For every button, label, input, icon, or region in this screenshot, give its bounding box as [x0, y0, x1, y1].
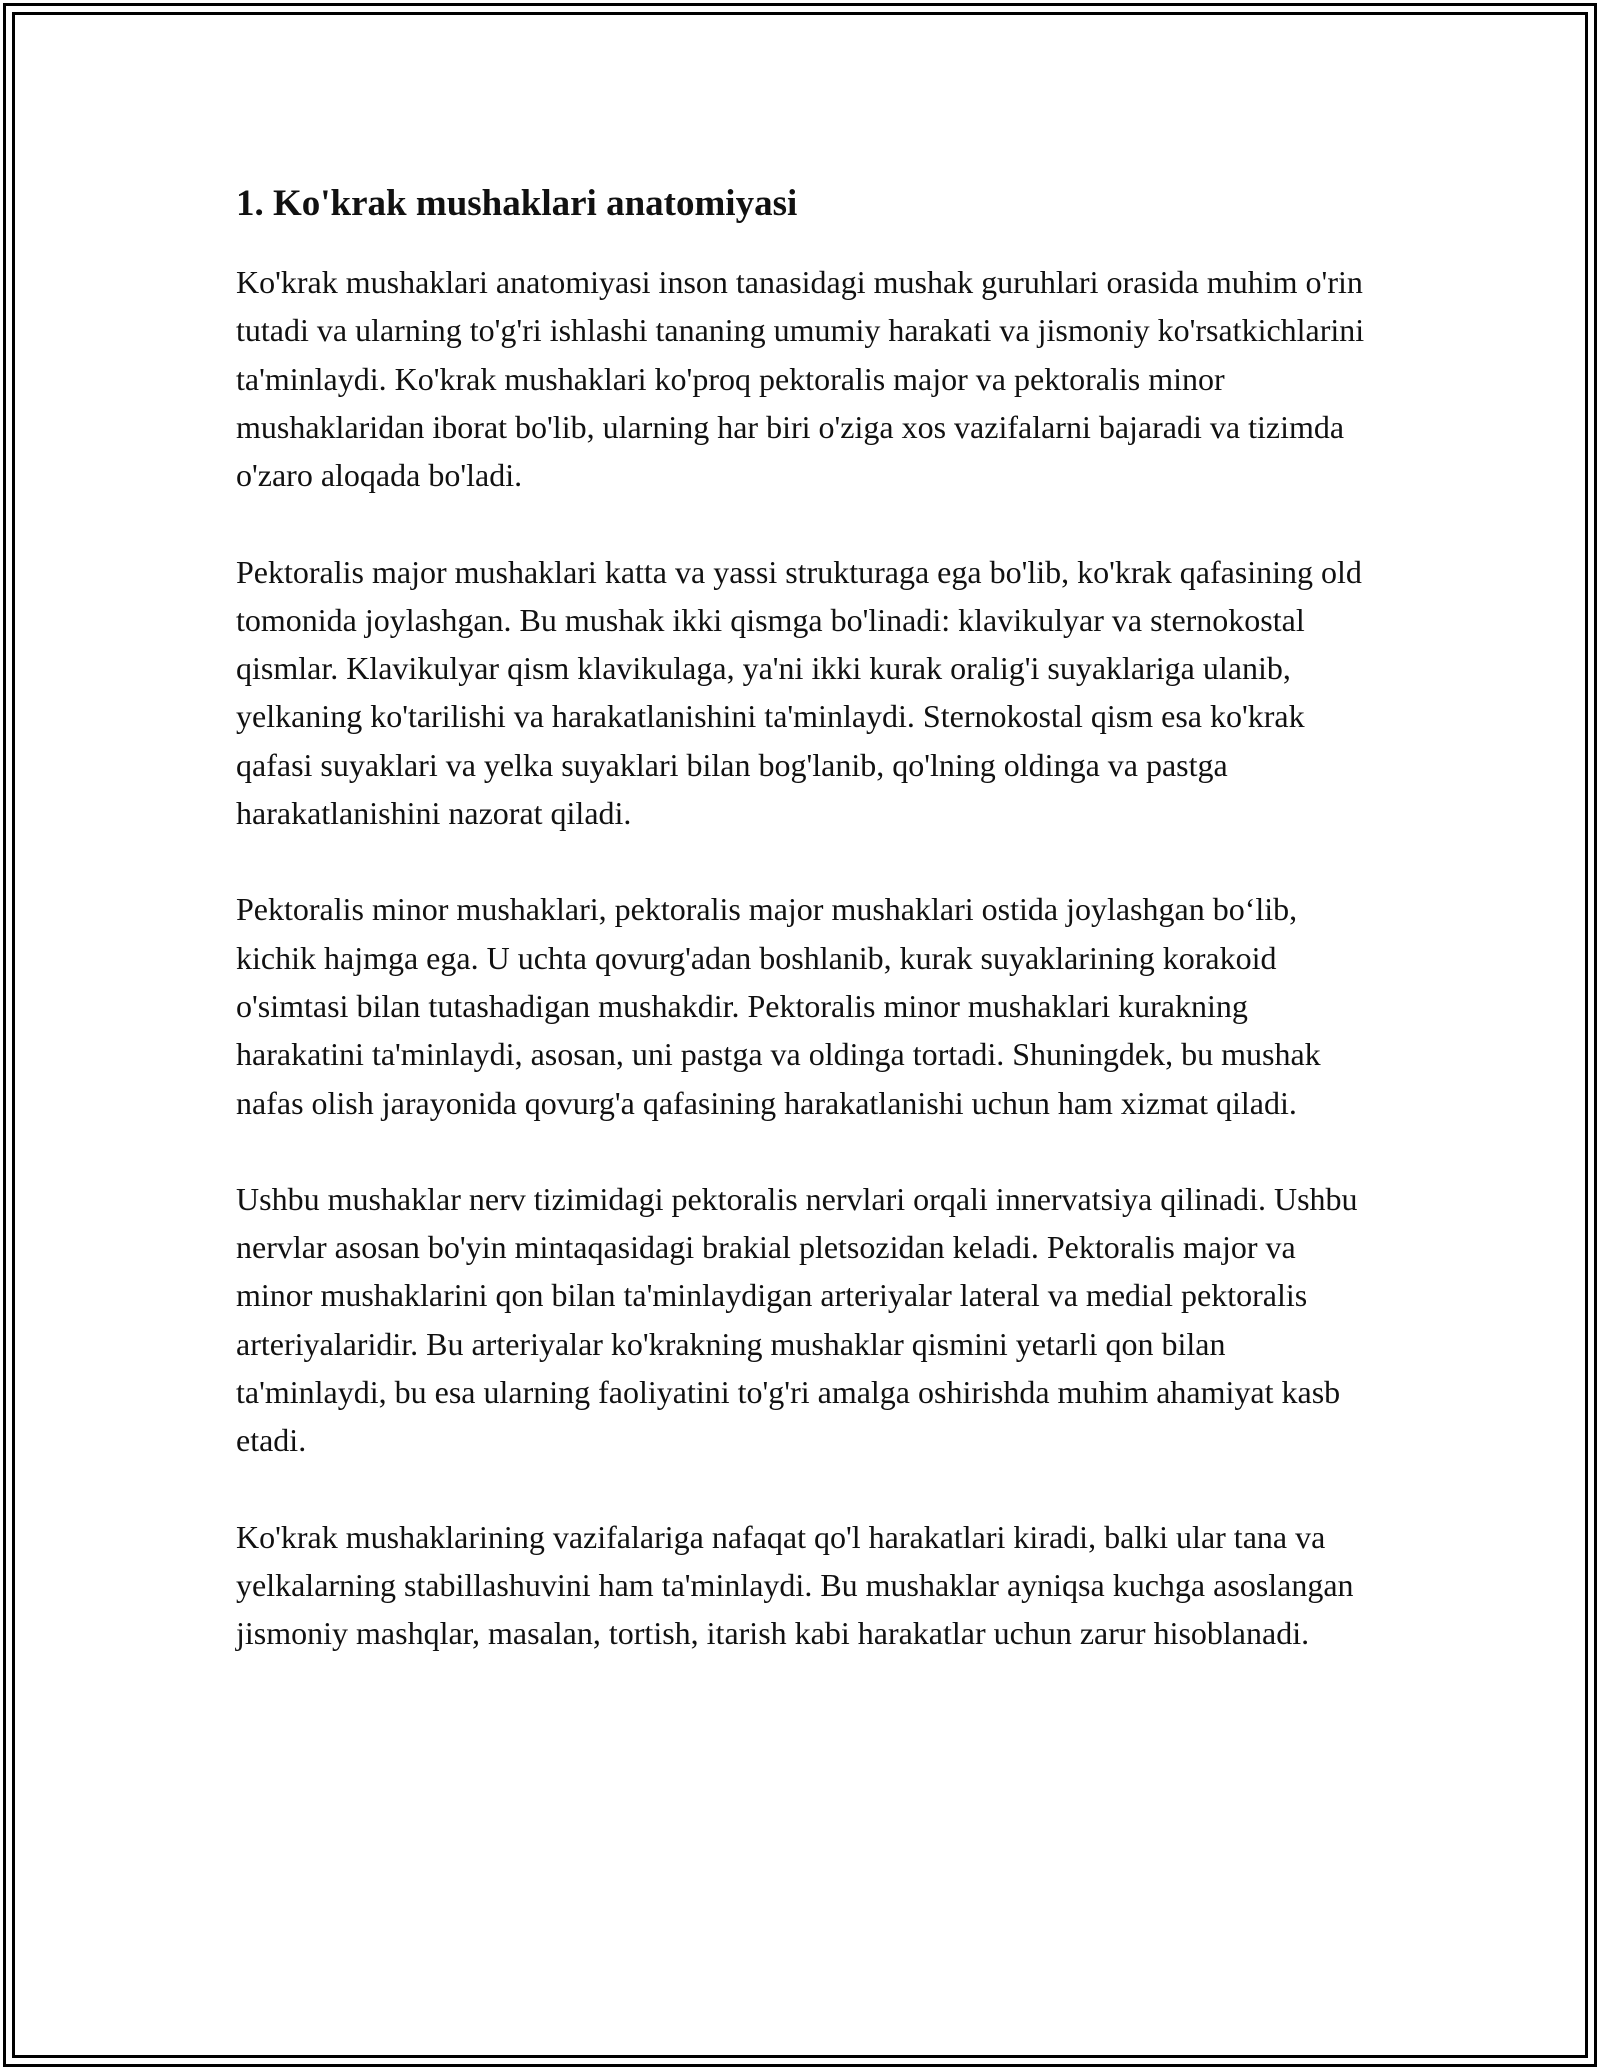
- document-body: [236, 180, 1366, 1706]
- paragraph-pectoralis-major: Pektoralis major mushaklari katta va yassi strukturaga ega bo'lib, ko'krak qafasining old tomonida joylashgan. Bu mushak ikki qismga bo'linadi: klavikulyar va sternokostal qismlar. Klavikulyar qism klavikulaga, ya'ni ikki kurak oralig'i suyaklariga ulanib, yelkaning ko'tarilishi va harakatlanishini ta'minlaydi. Sternokostal qism esa ko'krak qafasi suyaklari va yelka suyaklari bilan bog'lanib, qo'lning oldinga va pastga harakatlanishini nazorat qiladi.: [236, 553, 1362, 832]
- paragraph-functions: Ko'krak mushaklarining vazifalariga nafaqat qo'l harakatlari kiradi, balki ular tana va yelkalarning stabillashuvini ham ta'minlaydi. Bu mushaklar ayniqsa kuchga asoslangan jismoniy mashqlar, masalan, tortish, itarish kabi harakatlar uchun zarur hisoblanadi.: [236, 1518, 1354, 1652]
- paragraph-intro: Ko'krak mushaklari anatomiyasi inson tanasidagi mushak guruhlari orasida muhim o'rin tutadi va ularning to'g'ri ishlashi tananing umumiy harakati va jismoniy ko'rsatkichlarini ta'minlaydi. Ko'krak mushaklari ko'proq pektoralis major va pektoralis minor mushaklaridan iborat bo'lib, ularning har biri o'ziga xos vazifalarni bajaradi va tizimda o'zaro aloqada bo'ladi.: [236, 264, 1365, 494]
- section-heading: 1. Ko'krak mushaklari anatomiyasi: [236, 183, 798, 224]
- paragraph-innervation: Ushbu mushaklar nerv tizimidagi pektoralis nervlari orqali innervatsiya qilinadi. Ushbu nervlar asosan bo'yin mintaqasidagi brakial pletsozidan keladi. Pektoralis major va minor mushaklarini qon bilan ta'minlaydigan arteriyalar lateral va medial pektoralis arteriyalaridir. Bu arteriyalar ko'krakning mushaklar qismini yetarli qon bilan ta'minlaydi, bu esa ularning faoliyatini to'g'ri amalga oshirishda muhim ahamiyat kasb etadi.: [236, 1180, 1358, 1459]
- paragraph-pectoralis-minor: Pektoralis minor mushaklari, pektoralis major mushaklari ostida joylashgan bo‘lib, kichik hajmga ega. U uchta qovurg'adan boshlanib, kurak suyaklarining korakoid o'simtasi bilan tutashadigan mushakdir. Pektoralis minor mushaklari kurakning harakatini ta'minlaydi, asosan, uni pastga va oldinga tortadi. Shuningdek, bu mushak nafas olish jarayonida qovurg'a qafasining harakatlanishi uchun ham xizmat qiladi.: [236, 891, 1321, 1121]
